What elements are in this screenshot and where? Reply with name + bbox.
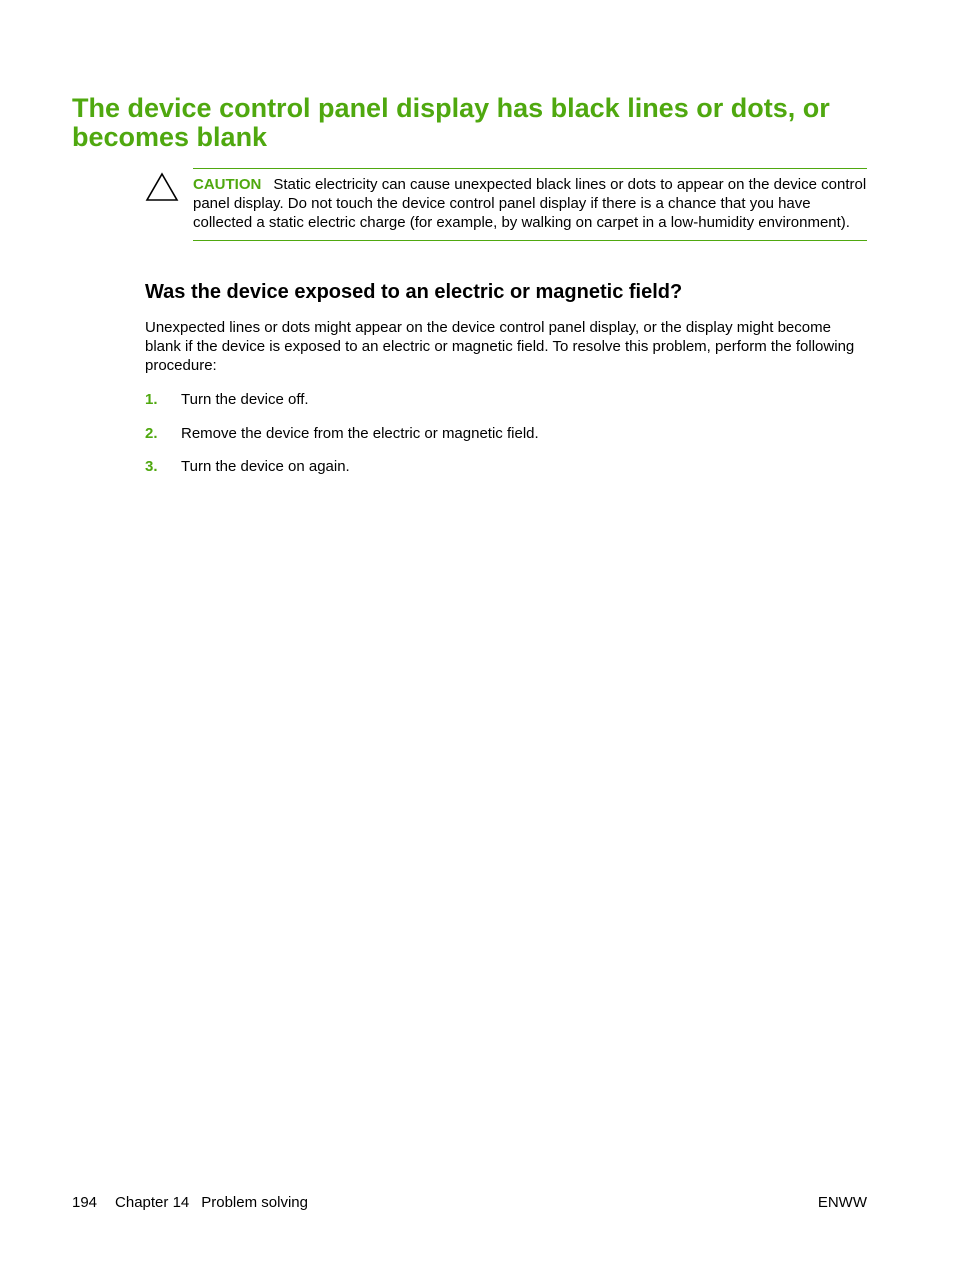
step-text: Remove the device from the electric or magnetic field. bbox=[181, 424, 539, 442]
footer-chapter-title: Problem solving bbox=[201, 1194, 308, 1211]
page-title: The device control panel display has black lines or dots, or becomes blank bbox=[72, 93, 830, 152]
caution-label: CAUTION bbox=[193, 176, 262, 193]
step-number: 3. bbox=[145, 458, 158, 475]
footer-page-number: 194 bbox=[72, 1194, 98, 1211]
step-text: Turn the device on again. bbox=[181, 458, 350, 475]
section-heading: Was the device exposed to an electric or magnetic field? bbox=[145, 281, 683, 303]
step-text: Turn the device off. bbox=[181, 391, 309, 408]
step-item bbox=[145, 457, 539, 476]
intro-paragraph: Unexpected lines or dots might appear on the device control panel display, or the display might become blank if the device is exposed to an electric or magnetic field. To resolve this problem, perform the following procedure: bbox=[145, 319, 855, 375]
step-number: 1. bbox=[145, 391, 158, 408]
procedure-steps bbox=[145, 390, 539, 491]
caution-text: Static electricity can cause unexpected black lines or dots to appear on the device control panel display. Do not touch the device control panel display if there is a chance that you have collected a static electric charge (for example, by walking on carpet in a low-humidity environment). bbox=[193, 176, 867, 232]
footer-left bbox=[72, 1193, 308, 1212]
footer-chapter: Chapter 14 bbox=[115, 1194, 190, 1211]
caution-triangle-icon bbox=[145, 172, 179, 202]
caution-body bbox=[193, 168, 867, 241]
step-item bbox=[145, 390, 539, 409]
step-item bbox=[145, 424, 539, 443]
footer-right-label: ENWW bbox=[817, 1194, 867, 1211]
step-number: 2. bbox=[145, 424, 158, 442]
